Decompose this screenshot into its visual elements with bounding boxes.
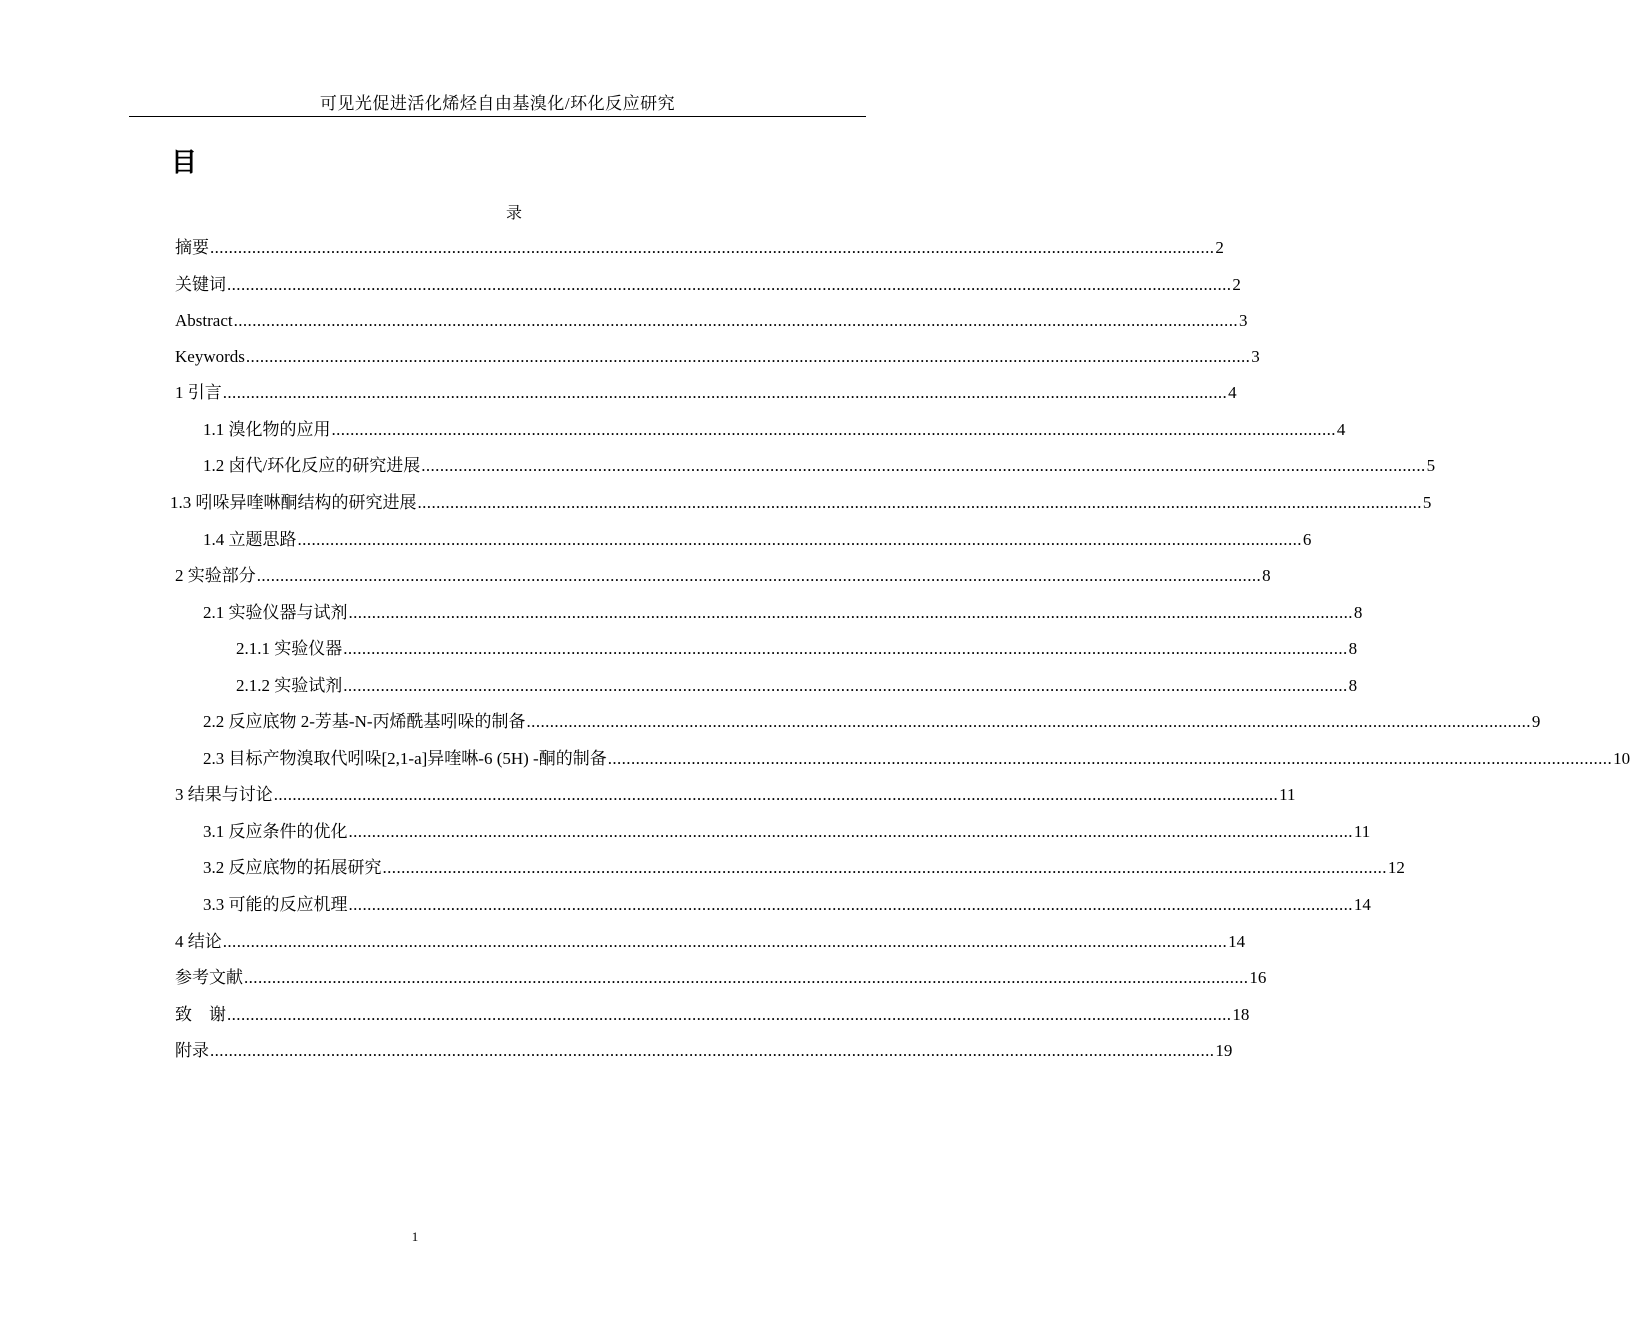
toc-entry-page: 2 <box>1215 238 1224 257</box>
toc-entry-label: 3.3 可能的反应机理 <box>203 895 348 914</box>
toc-entry-page: 11 <box>1279 785 1296 804</box>
toc-entry-page: 4 <box>1336 420 1346 439</box>
toc-dot-leader: ........................................................................................................................................................................................................................ <box>348 603 1353 622</box>
toc-entry-label: 附录 <box>175 1041 209 1060</box>
toc-entry-label: 1.2 卤代/环化反应的研究进展 <box>203 456 421 475</box>
toc-entry-label: 摘要 <box>175 238 209 257</box>
toc-entry-page: 3 <box>1251 347 1260 366</box>
toc-heading-part1: 目 <box>171 148 198 178</box>
toc-entry-abstract-cn[interactable] <box>175 237 1224 259</box>
toc-dot-leader: ........................................................................................................................................................................................................................ <box>210 1041 1215 1060</box>
toc-dot-leader: ........................................................................................................................................................................................................................ <box>245 347 1251 366</box>
toc-entry-page: 5 <box>1422 493 1432 512</box>
toc-entry-label: 2.1 实验仪器与试剂 <box>203 603 348 622</box>
toc-entry-label: 3.1 反应条件的优化 <box>203 822 348 841</box>
toc-dot-leader: ........................................................................................................................................................................................................................ <box>227 275 1232 294</box>
toc-entry-section-1-3[interactable] <box>170 492 1432 514</box>
toc-entry-label: 1 引言 <box>175 383 222 402</box>
toc-entry-page: 16 <box>1249 968 1267 987</box>
toc-entry-section-3-1[interactable] <box>203 821 1371 843</box>
toc-dot-leader: ........................................................................................................................................................................................................................ <box>331 420 1336 439</box>
toc-dot-leader: ........................................................................................................................................................................................................................ <box>273 785 1279 804</box>
toc-entry-chapter-2[interactable] <box>175 565 1271 587</box>
toc-entry-label: 4 结论 <box>175 932 222 951</box>
toc-entry-page: 11 <box>1353 822 1371 841</box>
toc-entry-section-2-2[interactable] <box>203 711 1541 733</box>
toc-entry-page: 5 <box>1426 456 1436 475</box>
toc-entry-keywords-cn[interactable] <box>175 274 1241 296</box>
toc-dot-leader: ........................................................................................................................................................................................................................ <box>222 932 1228 951</box>
toc-entry-page: 8 <box>1348 639 1358 658</box>
toc-entry-page: 8 <box>1348 676 1358 695</box>
toc-entry-section-2-1[interactable] <box>203 602 1363 624</box>
toc-dot-leader: ........................................................................................................................................................................................................................ <box>526 712 1531 731</box>
toc-entry-section-3-2[interactable] <box>203 857 1405 879</box>
toc-dot-leader: ........................................................................................................................................................................................................................ <box>233 311 1238 330</box>
toc-dot-leader: ........................................................................................................................................................................................................................ <box>421 456 1426 475</box>
toc-entry-page: 8 <box>1262 566 1271 585</box>
toc-entry-section-2-1-2[interactable] <box>236 675 1358 697</box>
toc-entry-section-2-3[interactable] <box>203 748 1630 770</box>
toc-dot-leader: ........................................................................................................................................................................................................................ <box>297 530 1302 549</box>
toc-entry-chapter-3[interactable] <box>175 784 1296 806</box>
toc-entry-section-3-3[interactable] <box>203 894 1371 916</box>
toc-entry-abstract-en[interactable] <box>175 310 1248 332</box>
running-header-title: 可见光促进活化烯烃自由基溴化/环化反应研究 <box>319 94 676 113</box>
toc-entry-page: 6 <box>1302 530 1312 549</box>
toc-dot-leader: ........................................................................................................................................................................................................................ <box>348 822 1353 841</box>
toc-entry-label: 致 谢 <box>175 1005 226 1024</box>
toc-dot-leader: ........................................................................................................................................................................................................................ <box>348 895 1353 914</box>
toc-dot-leader: ........................................................................................................................................................................................................................ <box>210 238 1215 257</box>
toc-entry-label: 2.3 目标产物溴取代吲哚[2,1-a]异喹啉-6 (5H) -酮的制备 <box>203 749 607 768</box>
toc-entry-label: 1.4 立题思路 <box>203 530 297 549</box>
toc-entry-label: 3 结果与讨论 <box>175 785 273 804</box>
toc-entry-label: 1.3 吲哚异喹啉酮结构的研究进展 <box>170 493 417 512</box>
toc-entry-label: 关键词 <box>175 275 226 294</box>
toc-entry-label: 2.1.2 实验试剂 <box>236 676 343 695</box>
toc-entry-page: 19 <box>1215 1041 1233 1060</box>
toc-entry-keywords-en[interactable] <box>175 346 1260 368</box>
page-number: 1 <box>411 1229 419 1244</box>
toc-entry-section-1-2[interactable] <box>203 455 1436 477</box>
toc-entry-label: 参考文献 <box>175 968 243 987</box>
toc-dot-leader: ........................................................................................................................................................................................................................ <box>343 676 1348 695</box>
toc-dot-leader: ........................................................................................................................................................................................................................ <box>227 1005 1232 1024</box>
toc-dot-leader: ........................................................................................................................................................................................................................ <box>244 968 1249 987</box>
toc-entry-page: 8 <box>1353 603 1363 622</box>
toc-heading-part2: 录 <box>505 205 522 222</box>
toc-entry-label: 3.2 反应底物的拓展研究 <box>203 858 382 877</box>
toc-entry-references[interactable] <box>175 967 1267 989</box>
toc-entry-label: 2.1.1 实验仪器 <box>236 639 343 658</box>
toc-entry-chapter-4[interactable] <box>175 931 1246 953</box>
toc-entry-section-2-1-1[interactable] <box>236 638 1358 660</box>
toc-dot-leader: ........................................................................................................................................................................................................................ <box>417 493 1422 512</box>
toc-entry-page: 18 <box>1232 1005 1250 1024</box>
toc-entry-label: 2 实验部分 <box>175 566 256 585</box>
toc-dot-leader: ........................................................................................................................................................................................................................ <box>382 858 1387 877</box>
toc-dot-leader: ........................................................................................................................................................................................................................ <box>343 639 1348 658</box>
toc-entry-page: 3 <box>1239 311 1248 330</box>
toc-entry-page: 12 <box>1387 858 1405 877</box>
toc-entry-section-1-1[interactable] <box>203 419 1346 441</box>
toc-entry-label: Keywords <box>175 347 245 366</box>
toc-entry-chapter-1[interactable] <box>175 382 1237 404</box>
toc-dot-leader: ........................................................................................................................................................................................................................ <box>222 383 1228 402</box>
toc-entry-label: Abstract <box>175 311 233 330</box>
toc-entry-page: 14 <box>1228 932 1246 951</box>
toc-dot-leader: ........................................................................................................................................................................................................................ <box>256 566 1262 585</box>
toc-entry-label: 2.2 反应底物 2-芳基-N-丙烯酰基吲哚的制备 <box>203 712 526 731</box>
toc-entry-page: 14 <box>1353 895 1371 914</box>
toc-entry-acknowledgements[interactable] <box>175 1004 1250 1026</box>
toc-entry-appendix[interactable] <box>175 1040 1233 1062</box>
toc-entry-page: 4 <box>1228 383 1237 402</box>
toc-entry-page: 2 <box>1232 275 1241 294</box>
toc-entry-label: 1.1 溴化物的应用 <box>203 420 331 439</box>
toc-entry-section-1-4[interactable] <box>203 529 1312 551</box>
toc-entry-page: 10 <box>1613 749 1630 768</box>
toc-dot-leader: ........................................................................................................................................................................................................................ <box>607 749 1613 768</box>
toc-entry-page: 9 <box>1531 712 1541 731</box>
